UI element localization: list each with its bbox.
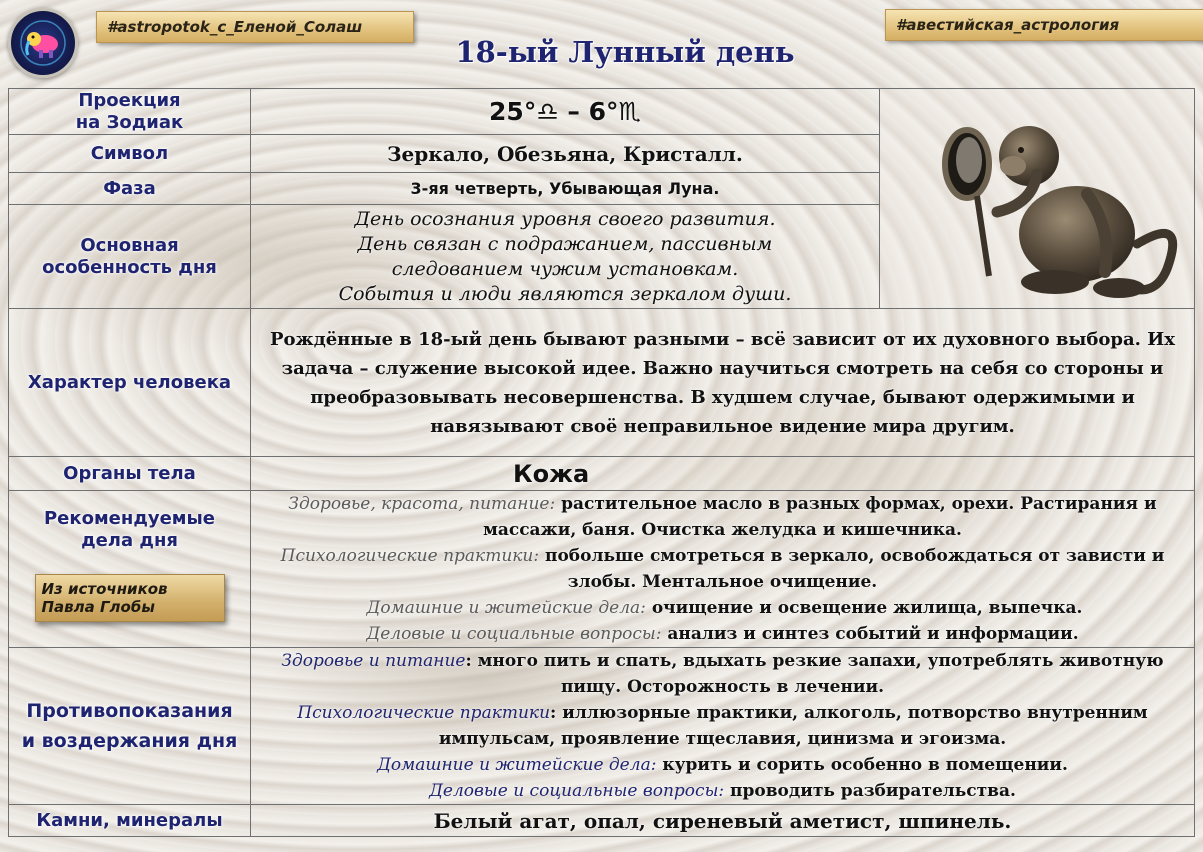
feature-value: День осознания уровня своего развития. День связан с подражанием, пассивным следованием чужим установкам. События и люди являются зеркалом души. — [251, 205, 880, 309]
row-stones — [9, 805, 1195, 837]
illustration-cell — [880, 89, 1195, 309]
row-organs — [9, 457, 1195, 491]
label-organs: Органы тела — [9, 457, 251, 491]
recommended-item: Психологические практики: побольше смотреться в зеркало, освобождаться от зависти и злобы. Ментальное очищение. — [280, 546, 1165, 592]
label-zodiac: Проекция на Зодиак — [9, 89, 251, 135]
logo — [8, 8, 78, 78]
contra-item: Домашние и житейские дела: курить и сорить особенно в помещении. — [377, 755, 1068, 775]
label-symbol: Символ — [9, 135, 251, 173]
elephant-icon — [19, 19, 67, 67]
recommended-value — [251, 491, 1195, 648]
stones-value: Белый агат, опал, сиреневый аметист, шпинель. — [251, 805, 1195, 837]
contra-item: Здоровье и питание: много пить и спать, вдыхать резкие запахи, употреблять животную пищу. Осторожность в лечении. — [281, 651, 1164, 697]
lunar-day-table — [8, 88, 1195, 837]
source-plate: Из источников Павла Глобы — [35, 574, 225, 622]
page-title: 18-ый Лунный день — [455, 35, 795, 69]
row-recommended — [9, 491, 1195, 648]
contra-value — [251, 648, 1195, 805]
row-zodiac — [9, 89, 1195, 135]
label-feature: Основная особенность дня — [9, 205, 251, 309]
label-recommended: Рекомендуемые дела дня Из источников Павла Глобы — [9, 491, 251, 648]
monkey-with-mirror-icon — [887, 94, 1187, 304]
recommended-item: Деловые и социальные вопросы: анализ и синтез событий и информации. — [366, 624, 1079, 644]
contra-item: Деловые и социальные вопросы: проводить разбирательства. — [429, 781, 1016, 801]
label-character: Характер человека — [9, 309, 251, 457]
label-contra: Противопоказания и воздержания дня — [9, 648, 251, 805]
zodiac-value: 25°♎ – 6°♏ — [251, 89, 880, 135]
recommended-item: Домашние и житейские дела: очищение и освещение жилища, выпечка. — [366, 598, 1083, 618]
contra-item: Психологические практики: иллюзорные практики, алкоголь, потворство внутренним импульсам, проявление тщеславия, цинизма и эгоизма. — [297, 703, 1148, 749]
organs-value: Кожа — [251, 457, 1195, 491]
recommended-item: Здоровье, красота, питание: растительное масло в разных формах, орехи. Растирания и массажи, баня. Очистка желудка и кишечника. — [288, 494, 1157, 540]
character-value: Рождённые в 18-ый день бывают разными – всё зависит от их духовного выбора. Их задача – служение высокой идее. Важно научиться смотреть на себя со стороны и преобразовывать несовершенства. В худшем случае, бывают одержимыми и навязывают своё неправильное видение мира другим. — [251, 309, 1195, 457]
row-character — [9, 309, 1195, 457]
row-contra — [9, 648, 1195, 805]
symbol-value: Зеркало, Обезьяна, Кристалл. — [251, 135, 880, 173]
hashtag-author[interactable]: #astropotok_с_Еленой_Солаш — [96, 11, 414, 43]
label-phase: Фаза — [9, 173, 251, 205]
label-stones: Камни, минералы — [9, 805, 251, 837]
hashtag-topic[interactable]: #авестийская_астрология — [885, 9, 1203, 41]
phase-value: 3-яя четверть, Убывающая Луна. — [251, 173, 880, 205]
